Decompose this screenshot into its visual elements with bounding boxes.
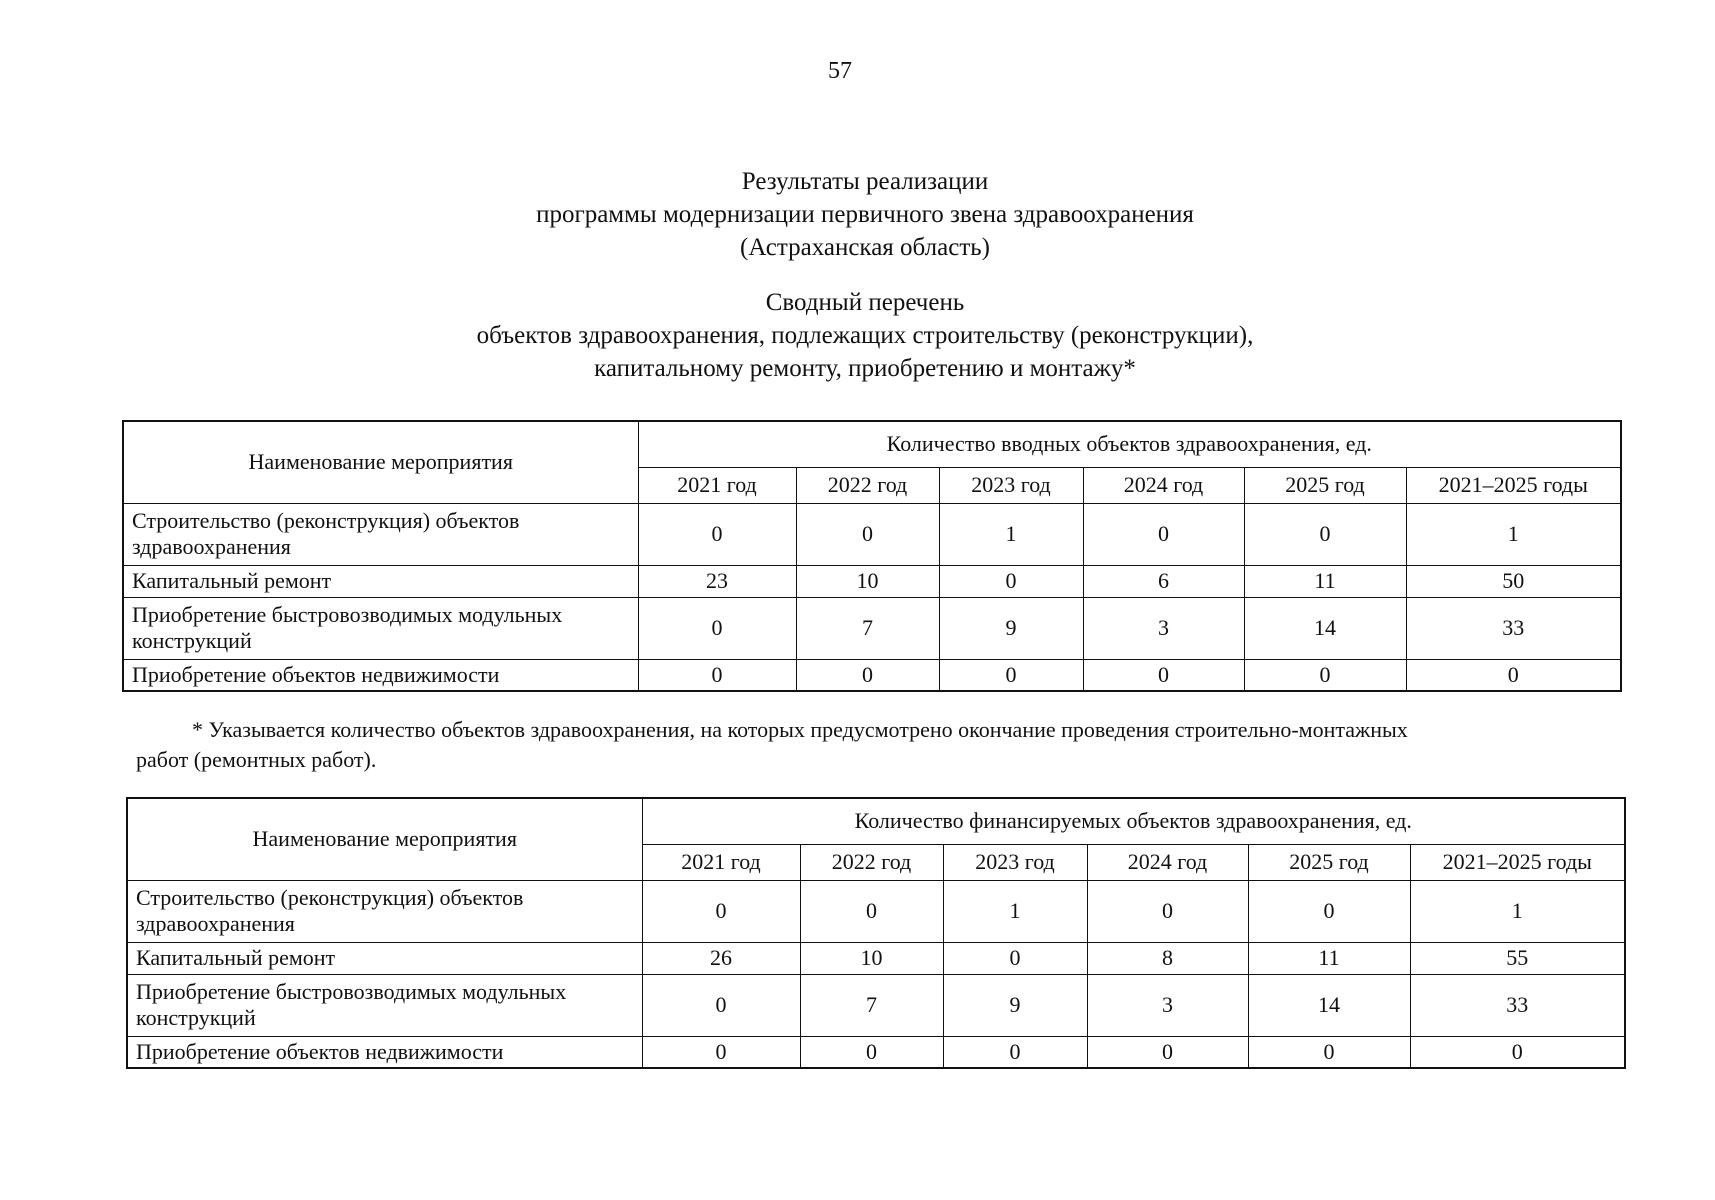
table-cell: 0 — [638, 597, 796, 659]
title-line: программы модернизации первичного звена здравоохранения — [536, 201, 1194, 228]
year-column-header: 2023 год — [939, 467, 1083, 503]
table-cell: 7 — [800, 974, 943, 1036]
table-row — [123, 565, 1621, 597]
title-line: Результаты реализации — [741, 168, 989, 195]
table-cell: 50 — [1406, 565, 1621, 597]
table-cell: 0 — [1244, 503, 1406, 565]
activity-name: Капитальный ремонт — [127, 942, 642, 974]
activity-name: Приобретение объектов недвижимости — [127, 1036, 642, 1068]
table-cell: 14 — [1244, 597, 1406, 659]
year-column-header: 2024 год — [1087, 844, 1248, 880]
table-cell: 9 — [943, 974, 1087, 1036]
activity-name: Строительство (реконструкция) объектов здравоохранения — [127, 880, 642, 942]
table-cell: 0 — [642, 1036, 800, 1068]
table-cell: 0 — [1087, 1036, 1248, 1068]
table-cell: 7 — [796, 597, 939, 659]
activity-name: Приобретение объектов недвижимости — [123, 659, 638, 691]
table-cell: 3 — [1087, 974, 1248, 1036]
document-title — [0, 165, 1715, 264]
year-column-header: 2025 год — [1248, 844, 1410, 880]
table-cell: 11 — [1248, 942, 1410, 974]
table-cell: 0 — [939, 659, 1083, 691]
table-cell: 0 — [796, 503, 939, 565]
table-row — [123, 503, 1621, 565]
table-cell: 55 — [1410, 942, 1625, 974]
table-cell: 0 — [1410, 1036, 1625, 1068]
footnote-line: * Указывается количество объектов здравоохранения, на которых предусмотрено окончание проведения строительно-монтажных — [192, 717, 1408, 742]
table-cell: 0 — [800, 880, 943, 942]
table-cell: 1 — [1410, 880, 1625, 942]
table-cell: 8 — [1087, 942, 1248, 974]
table-cell: 23 — [638, 565, 796, 597]
group-column-header: Количество финансируемых объектов здравоохранения, ед. — [642, 798, 1625, 844]
table-cell: 0 — [939, 565, 1083, 597]
table-cell: 0 — [642, 974, 800, 1036]
footnote-line: работ (ремонтных работ). — [136, 747, 377, 772]
table-row — [127, 974, 1625, 1036]
table-row — [127, 880, 1625, 942]
table-cell: 26 — [642, 942, 800, 974]
table-cell: 0 — [943, 1036, 1087, 1068]
table-cell: 0 — [796, 659, 939, 691]
activity-name: Приобретение быстровозводимых модульных конструкций — [123, 597, 638, 659]
table-cell: 0 — [1083, 503, 1244, 565]
subtitle-line: Сводный перечень — [765, 289, 965, 316]
year-column-header: 2021 год — [638, 467, 796, 503]
table-cell: 10 — [800, 942, 943, 974]
name-column-header: Наименование мероприятия — [127, 798, 642, 880]
document-subtitle — [0, 286, 1715, 385]
table-cell: 0 — [1244, 659, 1406, 691]
activity-name: Строительство (реконструкция) объектов здравоохранения — [123, 503, 638, 565]
table-cell: 14 — [1248, 974, 1410, 1036]
table-cell: 1 — [939, 503, 1083, 565]
table-cell: 1 — [1406, 503, 1621, 565]
activity-name: Приобретение быстровозводимых модульных конструкций — [127, 974, 642, 1036]
table-cell: 9 — [939, 597, 1083, 659]
table-cell: 0 — [1087, 880, 1248, 942]
table-cell: 1 — [943, 880, 1087, 942]
table-row — [127, 942, 1625, 974]
table-cell: 0 — [1248, 880, 1410, 942]
table-cell: 0 — [1406, 659, 1621, 691]
year-column-header: 2025 год — [1244, 467, 1406, 503]
footnote — [136, 715, 1616, 775]
year-column-header: 2021 год — [642, 844, 800, 880]
total-column-header: 2021–2025 годы — [1410, 844, 1625, 880]
table-cell: 0 — [642, 880, 800, 942]
table-cell: 0 — [1248, 1036, 1410, 1068]
table-cell: 10 — [796, 565, 939, 597]
table-cell: 33 — [1410, 974, 1625, 1036]
total-column-header: 2021–2025 годы — [1406, 467, 1621, 503]
year-column-header: 2024 год — [1083, 467, 1244, 503]
title-line: (Астраханская область) — [740, 234, 990, 261]
subtitle-line: объектов здравоохранения, подлежащих строительству (реконструкции), — [476, 322, 1254, 349]
table-cell: 0 — [800, 1036, 943, 1068]
table-cell: 3 — [1083, 597, 1244, 659]
table-cell: 11 — [1244, 565, 1406, 597]
table-cell: 0 — [943, 942, 1087, 974]
group-column-header: Количество вводных объектов здравоохранения, ед. — [638, 421, 1621, 467]
table-cell: 6 — [1083, 565, 1244, 597]
activity-name: Капитальный ремонт — [123, 565, 638, 597]
name-column-header: Наименование мероприятия — [123, 421, 638, 503]
year-column-header: 2022 год — [796, 467, 939, 503]
table-cell: 0 — [638, 659, 796, 691]
page-number: 57 — [828, 58, 852, 84]
table-row — [123, 597, 1621, 659]
table-row — [123, 659, 1621, 691]
year-column-header: 2022 год — [800, 844, 943, 880]
table-cell: 0 — [638, 503, 796, 565]
subtitle-line: капитальному ремонту, приобретению и монтажу* — [594, 355, 1136, 382]
financed-objects-table — [126, 797, 1626, 1069]
year-column-header: 2023 год — [943, 844, 1087, 880]
table-row — [127, 1036, 1625, 1068]
table-cell: 33 — [1406, 597, 1621, 659]
commissioned-objects-table — [122, 420, 1622, 692]
table-cell: 0 — [1083, 659, 1244, 691]
